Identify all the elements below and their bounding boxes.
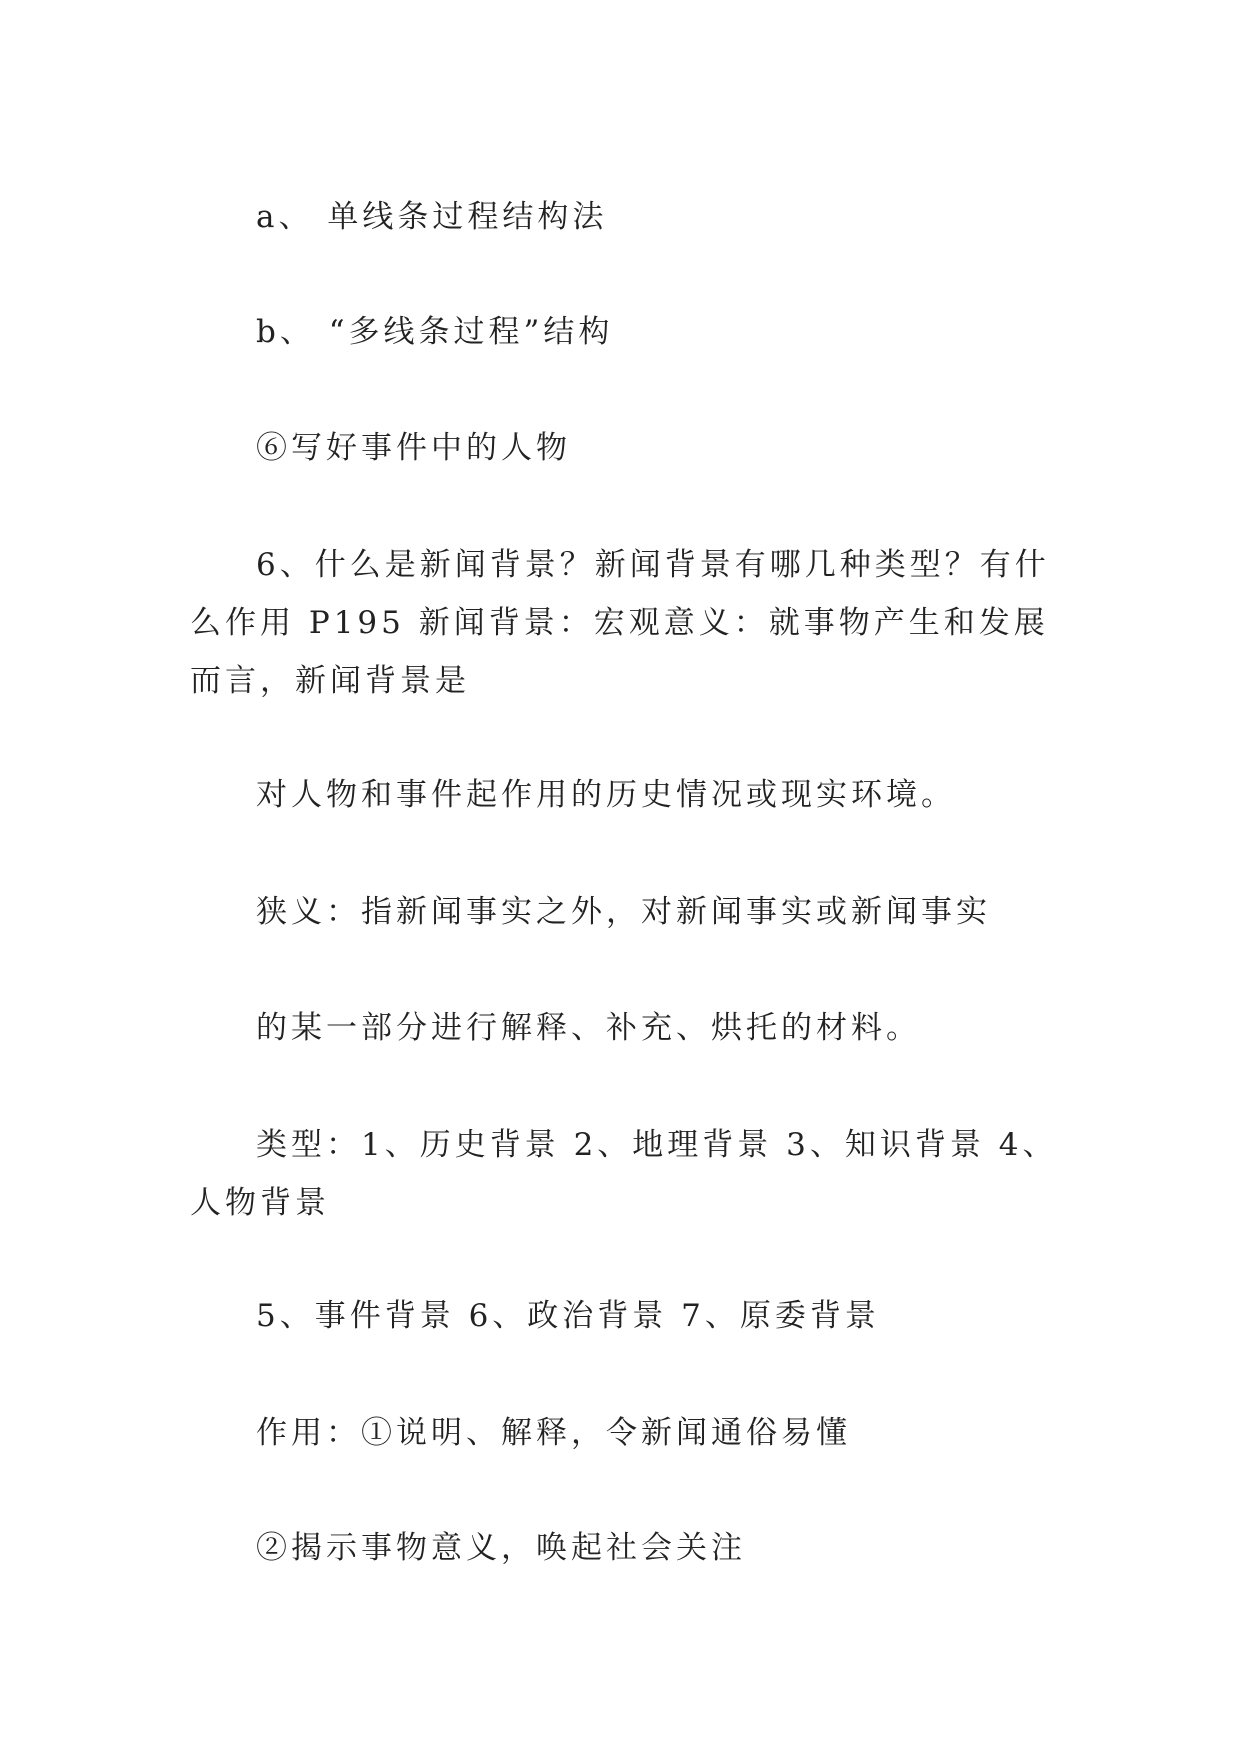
paragraph-narrow-sense: 狭义：指新闻事实之外，对新闻事实或新闻事实 [256,894,991,930]
paragraph-function-1: 作用：①说明、解释，令新闻通俗易懂 [256,1415,851,1451]
paragraph-multi-line-structure: b、 “多线条过程”结构 [256,314,614,350]
paragraph-write-characters: ⑥写好事件中的人物 [256,430,571,466]
paragraph-single-line-structure: a、 单线条过程结构法 [256,199,608,235]
paragraph-types-2: 5、事件背景 6、政治背景 7、原委背景 [256,1298,880,1334]
paragraph-function-2: ②揭示事物意义，唤起社会关注 [256,1530,746,1566]
paragraph-news-background-question: 6、什么是新闻背景？新闻背景有哪几种类型？有什么作用 P195 新闻背景：宏观意义：就事物产生和发展而言，新闻背景是 [190,547,1050,699]
paragraph-narrow-sense-cont: 的某一部分进行解释、补充、烘托的材料。 [256,1010,921,1046]
paragraph-types-1: 类型：1、历史背景 2、地理背景 3、知识背景 4、人物背景 [190,1127,1058,1221]
paragraph-background-definition: 对人物和事件起作用的历史情况或现实环境。 [256,777,956,813]
